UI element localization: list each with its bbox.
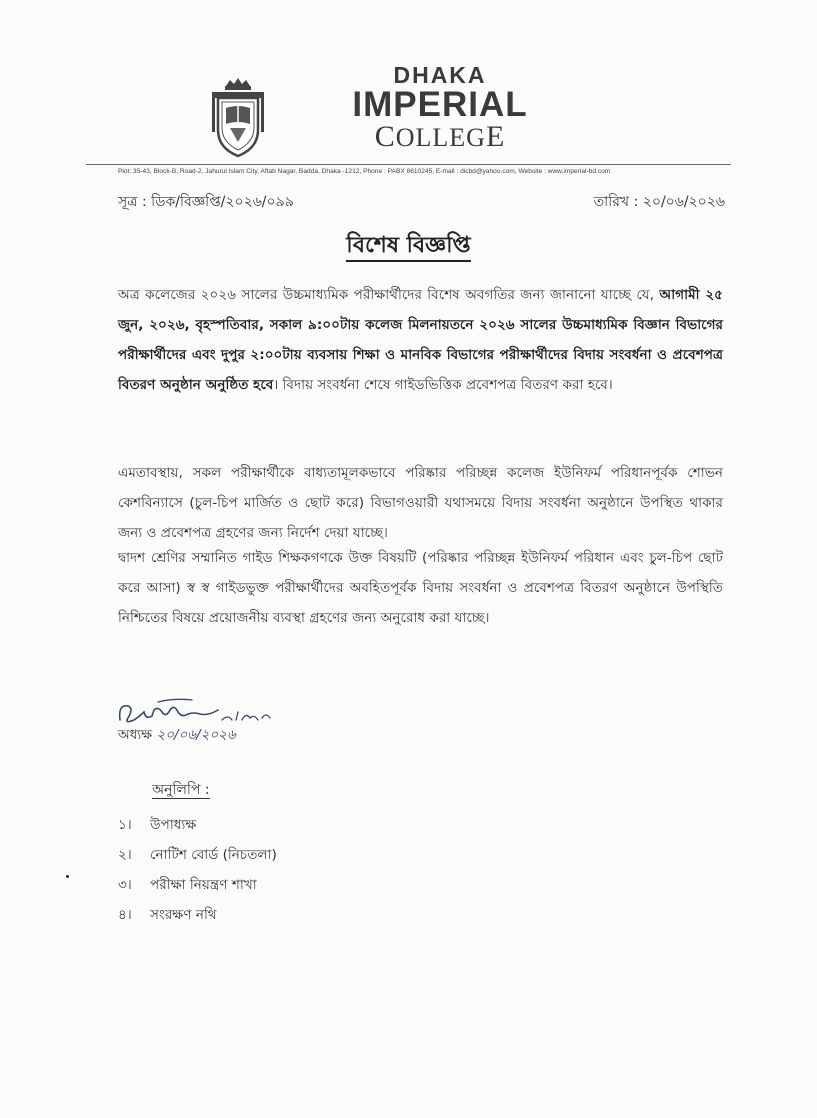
list-item: ৪। সংরক্ষণ নথি <box>118 907 217 923</box>
event-details: আগামী ২৫ জুন, ২০২৬, বৃহস্পতিবার, সকাল ৯:০০টায় কলেজ মিলনায়তনে ২০২৬ সালের উচ্চমাধ্যমিক বিজ্ঞান বিভাগের পরীক্ষার্থীদের এবং দুপুর ২:০০টায় ব্যবসায় শিক্ষা ও মানবিক বিভাগের পরীক্ষার্থীদের বিদায় সংবর্ধনা ও প্রবেশপত্র বিতরণ অনুষ্ঠান অনুষ্ঠিত হবে <box>118 287 723 393</box>
notice-paragraph-3: দ্বাদশ শ্রেণির সম্মানিত গাইড শিক্ষকগণকে উক্ত বিষয়টি (পরিষ্কার পরিচ্ছন্ন ইউনিফর্ম পরিধান এবং চুল-চিপ ছোট করে আসা) স্ব স্ব গাইডভুক্ত পরীক্ষার্থীদের অবহিতপূর্বক বিদায় সংবর্ধনা ও প্রবেশপত্র বিতরণ অনুষ্ঠানে উপস্থিতি নিশ্চিতের বিষয়ে প্রয়োজনীয় ব্যবস্থা গ্রহণের জন্য অনুরোধ করা যাচ্ছে। <box>118 550 723 626</box>
notice-title-wrap <box>0 228 817 265</box>
list-item: ৩। পরীক্ষা নিয়ন্ত্রণ শাখা <box>118 877 257 893</box>
list-item: ২। নোটিশ বোর্ড (নিচতলা) <box>118 847 277 863</box>
college-name-line2: IMPERIAL <box>352 85 528 124</box>
notice-title: বিশেষ বিজ্ঞপ্তি <box>346 233 470 262</box>
copies-heading: অনুলিপি : <box>152 782 210 798</box>
signatory-title: অধ্যক্ষ ২০/০৬/২০২৬ <box>118 727 236 743</box>
college-name-line3: COLLEGE <box>374 120 506 153</box>
notice-paragraph-1: অত্র কলেজের ২০২৬ সালের উচ্চমাধ্যমিক পরীক্ষার্থীদের বিশেষ অবগতির জন্য জানানো যাচ্ছে যে, আগামী ২৫ জুন, ২০২৬, বৃহস্পতিবার, সকাল ৯:০০টায় কলেজ মিলনায়তনে ২০২৬ সালের উচ্চমাধ্যমিক বিজ্ঞান বিভাগের পরীক্ষার্থীদের এবং দুপুর ২:০০টায় ব্যবসায় শিক্ষা ও মানবিক বিভাগের পরীক্ষার্থীদের বিদায় সংবর্ধনা ও প্রবেশপত্র বিতরণ অনুষ্ঠান অনুষ্ঠিত হবে। বিদায় সংবর্ধনা শেষে গাইডভিত্তিক প্রবেশপত্র বিতরণ করা হবে। <box>118 287 723 393</box>
list-item: ১। উপাধ্যক্ষ <box>118 817 197 833</box>
notice-date: তারিখ : ২০/০৬/২০২৬ <box>593 194 725 210</box>
college-name-line1: DHAKA <box>393 62 487 88</box>
header-divider <box>86 164 731 165</box>
college-address: Plot: 35-43, Block-B, Road-2, Jahurul Islam City, Aftab Nagar, Badda, Dhaka -1212, Phone : PABX 8610245, E-mail : dicbd@yahoo.com, Website : www.imperial-bd.com <box>118 168 611 175</box>
college-name <box>340 62 540 153</box>
copies-list <box>118 810 277 930</box>
signature-date: ২০/০৬/২০২৬ <box>156 727 236 743</box>
paper-speck <box>66 875 69 878</box>
copies-heading-wrap <box>152 778 210 802</box>
notice-paragraph-2: এমতাবস্থায়, সকল পরীক্ষার্থীকে বাধ্যতামূলকভাবে পরিষ্কার পরিচ্ছন্ন কলেজ ইউনিফর্ম পরিধানপূর্বক শোভন কেশবিন্যাসে (চুল-চিপ মার্জিত ও ছোট করে) বিভাগওয়ারী যথাসময়ে বিদায় সংবর্ধনা অনুষ্ঠানে উপস্থিত থাকার জন্য ও প্রবেশপত্র গ্রহণের জন্য নির্দেশ দেয়া যাচ্ছে। <box>118 465 723 541</box>
college-crest-logo <box>212 78 264 158</box>
reference-number: সূত্র : ডিক/বিজ্ঞপ্তি/২০২৬/০৯৯ <box>118 194 294 210</box>
